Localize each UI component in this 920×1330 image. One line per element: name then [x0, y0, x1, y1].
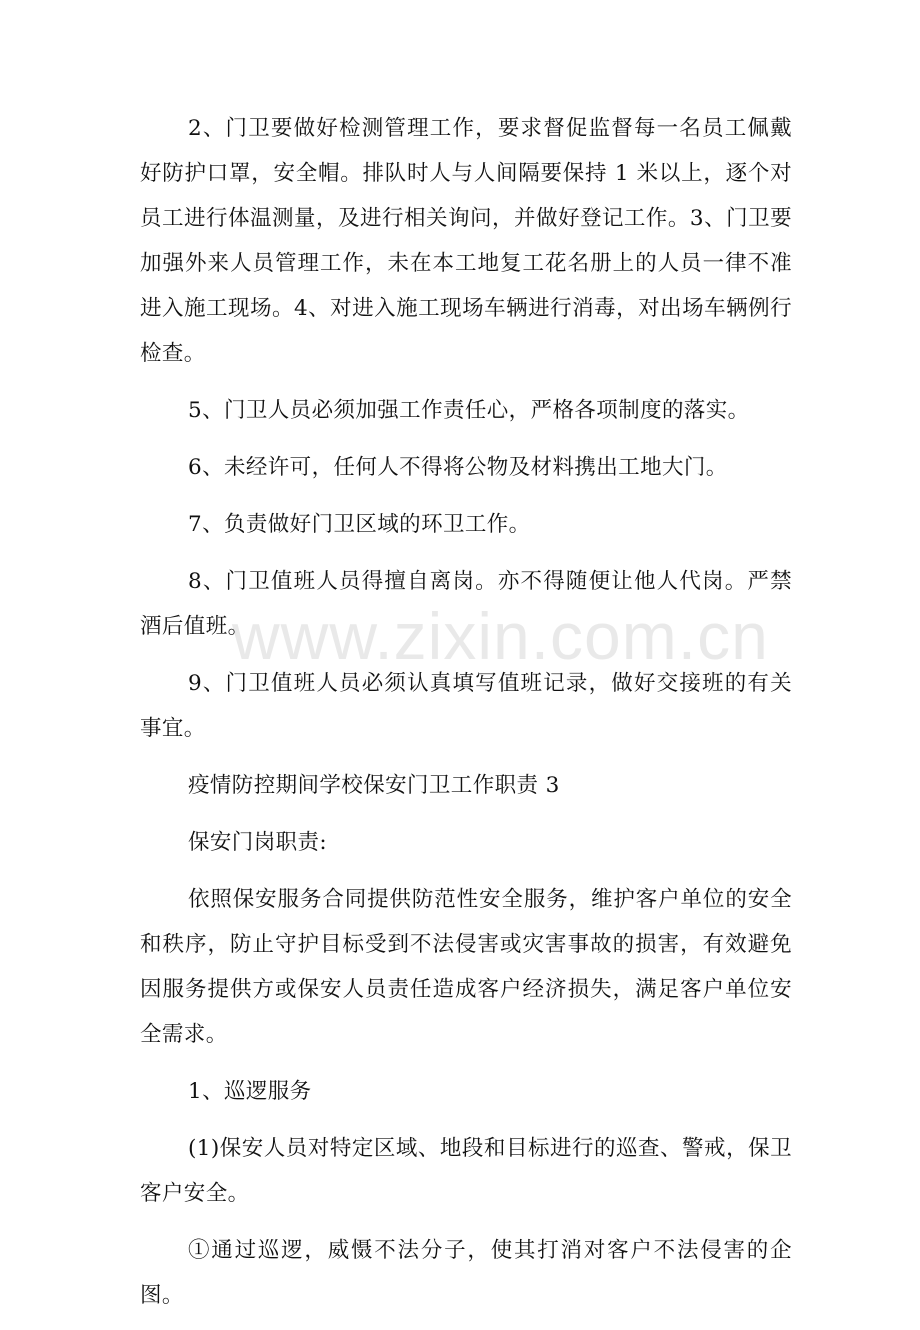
list-heading: 1、巡逻服务 — [188, 1079, 312, 1104]
paragraph-5: 8、门卫值班人员得擅自离岗。亦不得随便让他人代岗。严禁酒后值班。 — [140, 569, 792, 639]
paragraph-6: 9、门卫值班人员必须认真填写值班记录，做好交接班的有关事宜。 — [140, 671, 792, 741]
document-body — [140, 106, 792, 1330]
paragraph-7: 依照保安服务合同提供防范性安全服务，维护客户单位的安全和秩序，防止守护目标受到不法侵害或灾害事故的损害，有效避免因服务提供方或保安人员责任造成客户经济损失，满足客户单位安全需求。 — [140, 887, 792, 1047]
watermark: www.zixin.com.cn — [232, 599, 769, 673]
paragraph-1: 2、门卫要做好检测管理工作，要求督促监督每一名员工佩戴好防护口罩，安全帽。排队时人与人间隔要保持 1 米以上，逐个对员工进行体温测量，及进行相关询问，并做好登记工作。3、门卫要加强外来人员管理工作，未在本工地复工花名册上的人员一律不准进入施工现场。4、对进入施工现场车辆进行消毒，对出场车辆例行检查。 — [140, 116, 792, 366]
paragraph-2: 5、门卫人员必须加强工作责任心，严格各项制度的落实。 — [188, 398, 750, 423]
paragraph-4: 7、负责做好门卫区域的环卫工作。 — [188, 512, 531, 537]
subheading: 保安门岗职责: — [188, 830, 328, 855]
section-heading: 疫情防控期间学校保安门卫工作职责 3 — [188, 773, 560, 798]
paragraph-3: 6、未经许可，任何人不得将公物及材料携出工地大门。 — [188, 455, 728, 480]
paragraph-8: (1)保安人员对特定区域、地段和目标进行的巡查、警戒，保卫客户安全。 — [140, 1136, 792, 1206]
paragraph-9: ①通过巡逻，威慑不法分子，使其打消对客户不法侵害的企图。 — [140, 1238, 792, 1308]
